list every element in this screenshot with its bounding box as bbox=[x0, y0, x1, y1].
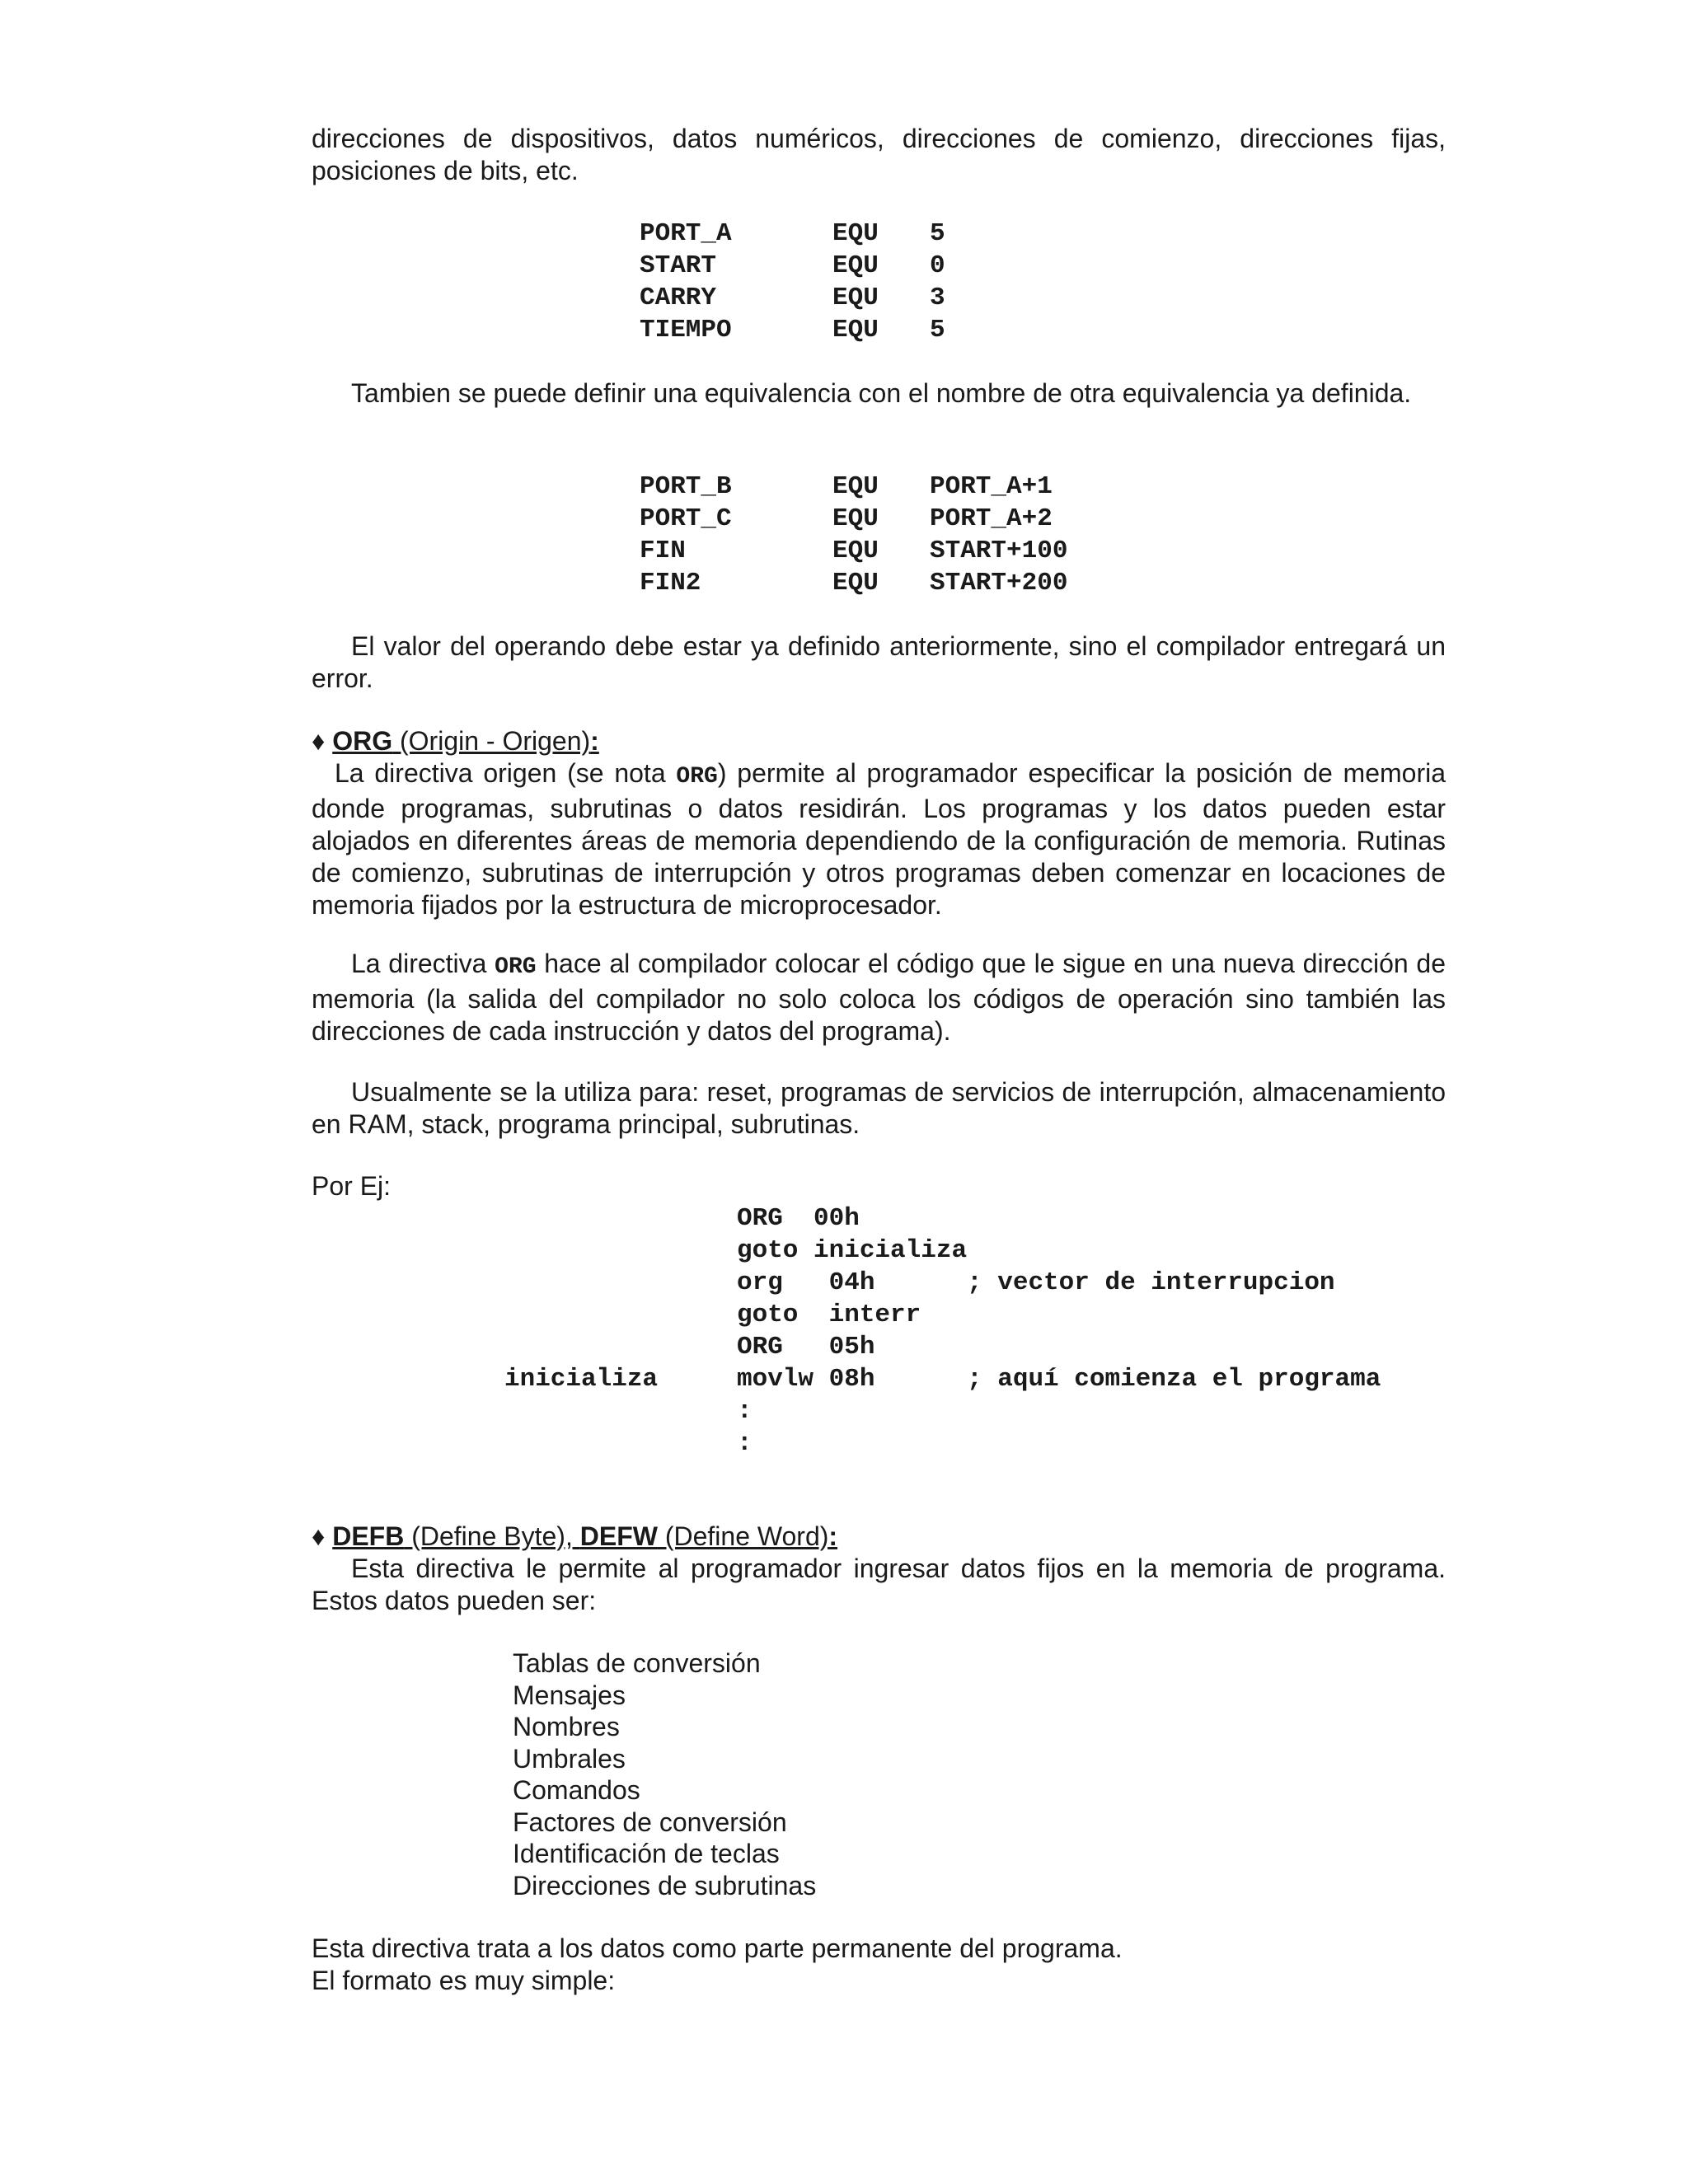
code-value: PORT_A+1 bbox=[930, 472, 1053, 501]
valor-paragraph: El valor del operando debe estar ya definido anteriormente, sino el compilador entregará un error. bbox=[312, 631, 1446, 693]
equ-table-2 bbox=[640, 471, 1067, 599]
code-row bbox=[640, 567, 1067, 599]
tambien-paragraph: Tambien se puede definir una equivalencia con el nombre de otra equivalencia ya definida. bbox=[351, 378, 1412, 408]
diamond-bullet-icon: ♦ bbox=[312, 726, 326, 756]
code-instruction: ORG 00h bbox=[737, 1204, 860, 1233]
defw-keyword: DEFW bbox=[579, 1521, 658, 1551]
code-comment bbox=[967, 1395, 1381, 1427]
code-row bbox=[640, 535, 1067, 567]
org-p1-text-b: ) permite al programador especificar la posición de memoria donde programas, subrutinas o datos residirán. Los programas y los datos pueden estar alojados en diferentes áreas de memoria dependiendo de la configuración de memoria. Rutinas de comienzo, subrutinas de interrupción y otros programas deben comenzar en locaciones de memoria fijados por la estructura de microprocesador. bbox=[312, 758, 1447, 920]
code-op: EQU bbox=[832, 472, 879, 501]
code-name: PORT_C bbox=[640, 504, 732, 533]
code-instruction: movlw 08h bbox=[737, 1365, 875, 1394]
code-label bbox=[504, 1235, 737, 1267]
list-item: Umbrales bbox=[513, 1743, 626, 1774]
org-p2-text-b: hace al compilador colocar el código que le sigue en una nueva dirección de memoria (la salida del compilador no solo coloca los códigos de operación sino también las direcciones de cada instrucción y datos del programa). bbox=[312, 949, 1447, 1046]
list-item: Tablas de conversión bbox=[513, 1648, 761, 1678]
diamond-bullet-icon: ♦ bbox=[312, 1521, 326, 1551]
code-name: PORT_B bbox=[640, 472, 732, 501]
code-label bbox=[504, 1267, 737, 1299]
code-line bbox=[504, 1363, 1381, 1395]
code-row bbox=[640, 218, 945, 250]
code-comment bbox=[967, 1235, 1381, 1267]
defb-heading-title bbox=[332, 1521, 837, 1551]
org-paragraph-3: Usualmente se la utiliza para: reset, programas de servicios de interrupción, almacenamiento en RAM, stack, programa principal, subrutinas. bbox=[312, 1077, 1446, 1139]
code-line bbox=[504, 1395, 1381, 1427]
defb-heading-colon: : bbox=[828, 1521, 838, 1551]
org-heading-colon: : bbox=[590, 726, 599, 756]
code-instruction: ORG 05h bbox=[737, 1333, 875, 1361]
code-comment bbox=[967, 1202, 1381, 1235]
code-comment bbox=[967, 1299, 1381, 1331]
org-paragraph-1 bbox=[312, 757, 1446, 921]
por-ej-label: Por Ej: bbox=[312, 1171, 392, 1201]
list-item: Direcciones de subrutinas bbox=[513, 1870, 817, 1900]
code-line bbox=[504, 1427, 1381, 1460]
code-value: START+100 bbox=[930, 537, 1068, 565]
code-label bbox=[504, 1427, 737, 1460]
data-types-list bbox=[513, 1647, 816, 1901]
org-code-block bbox=[504, 1202, 1381, 1460]
code-value: 5 bbox=[930, 219, 945, 248]
code-op: EQU bbox=[832, 316, 879, 344]
code-line bbox=[504, 1267, 1381, 1299]
list-item: Factores de conversión bbox=[513, 1807, 787, 1837]
code-value: 3 bbox=[930, 284, 945, 312]
code-name: START bbox=[640, 251, 717, 280]
defb-heading-desc: (Define Byte), bbox=[404, 1521, 580, 1551]
code-op: EQU bbox=[832, 284, 879, 312]
code-label bbox=[504, 1331, 737, 1363]
code-value: 0 bbox=[930, 251, 945, 280]
org-keyword: ORG bbox=[332, 726, 393, 756]
equ-table-1 bbox=[640, 218, 945, 346]
code-instruction: : bbox=[737, 1429, 753, 1458]
code-comment bbox=[967, 1331, 1381, 1363]
list-item: Identificación de teclas bbox=[513, 1839, 780, 1868]
code-name: PORT_A bbox=[640, 219, 732, 248]
code-instruction: goto inicializa bbox=[737, 1236, 968, 1265]
code-op: EQU bbox=[832, 504, 879, 533]
defb-paragraph-3: El formato es muy simple: bbox=[312, 1966, 616, 1995]
org-paragraph-2 bbox=[312, 948, 1446, 1047]
code-label bbox=[504, 1395, 737, 1427]
org-inline-code: ORG bbox=[676, 764, 718, 790]
code-op: EQU bbox=[832, 251, 879, 280]
list-item: Mensajes bbox=[513, 1680, 626, 1710]
code-comment: ; vector de interrupcion bbox=[967, 1268, 1335, 1297]
code-op: EQU bbox=[832, 569, 879, 598]
code-name: CARRY bbox=[640, 284, 717, 312]
code-instruction: org 04h bbox=[737, 1268, 875, 1297]
list-item: Comandos bbox=[513, 1775, 640, 1805]
code-row bbox=[640, 503, 1067, 535]
defb-heading bbox=[312, 1521, 837, 1553]
org-heading-desc: (Origin - Origen) bbox=[392, 726, 591, 756]
code-row bbox=[640, 471, 1067, 503]
code-value: 5 bbox=[930, 316, 945, 344]
org-p1-text-a: La directiva origen (se nota bbox=[335, 758, 677, 788]
defb-paragraph-1: Esta directiva le permite al programador ingresar datos fijos en la memoria de programa. Estos datos pueden ser: bbox=[312, 1554, 1446, 1615]
code-line bbox=[504, 1299, 1381, 1331]
org-inline-code: ORG bbox=[495, 954, 537, 980]
org-p2-text-a: La directiva bbox=[351, 949, 495, 978]
code-instruction: : bbox=[737, 1397, 753, 1426]
defw-heading-desc: (Define Word) bbox=[657, 1521, 829, 1551]
code-label bbox=[504, 1202, 737, 1235]
code-label bbox=[504, 1299, 737, 1331]
code-name: TIEMPO bbox=[640, 316, 732, 344]
code-row bbox=[640, 314, 945, 346]
code-row bbox=[640, 250, 945, 282]
code-label: inicializa bbox=[504, 1365, 659, 1394]
code-instruction: goto interr bbox=[737, 1301, 921, 1329]
code-comment bbox=[967, 1427, 1381, 1460]
defb-paragraph-2: Esta directiva trata a los datos como parte permanente del programa. bbox=[312, 1933, 1123, 1963]
org-heading bbox=[312, 725, 599, 757]
code-line bbox=[504, 1331, 1381, 1363]
list-item: Nombres bbox=[513, 1712, 620, 1741]
code-line bbox=[504, 1235, 1381, 1267]
code-op: EQU bbox=[832, 219, 879, 248]
org-heading-title bbox=[332, 726, 599, 756]
intro-paragraph: direcciones de dispositivos, datos numéricos, direcciones de comienzo, direcciones fijas, posiciones de bits, etc. bbox=[312, 124, 1446, 185]
code-comment: ; aquí comienza el programa bbox=[967, 1365, 1381, 1394]
code-value: PORT_A+2 bbox=[930, 504, 1053, 533]
code-line bbox=[504, 1202, 1381, 1235]
code-name: FIN2 bbox=[640, 569, 701, 598]
code-name: FIN bbox=[640, 537, 686, 565]
code-row bbox=[640, 282, 945, 314]
code-op: EQU bbox=[832, 537, 879, 565]
defb-keyword: DEFB bbox=[332, 1521, 405, 1551]
code-value: START+200 bbox=[930, 569, 1068, 598]
